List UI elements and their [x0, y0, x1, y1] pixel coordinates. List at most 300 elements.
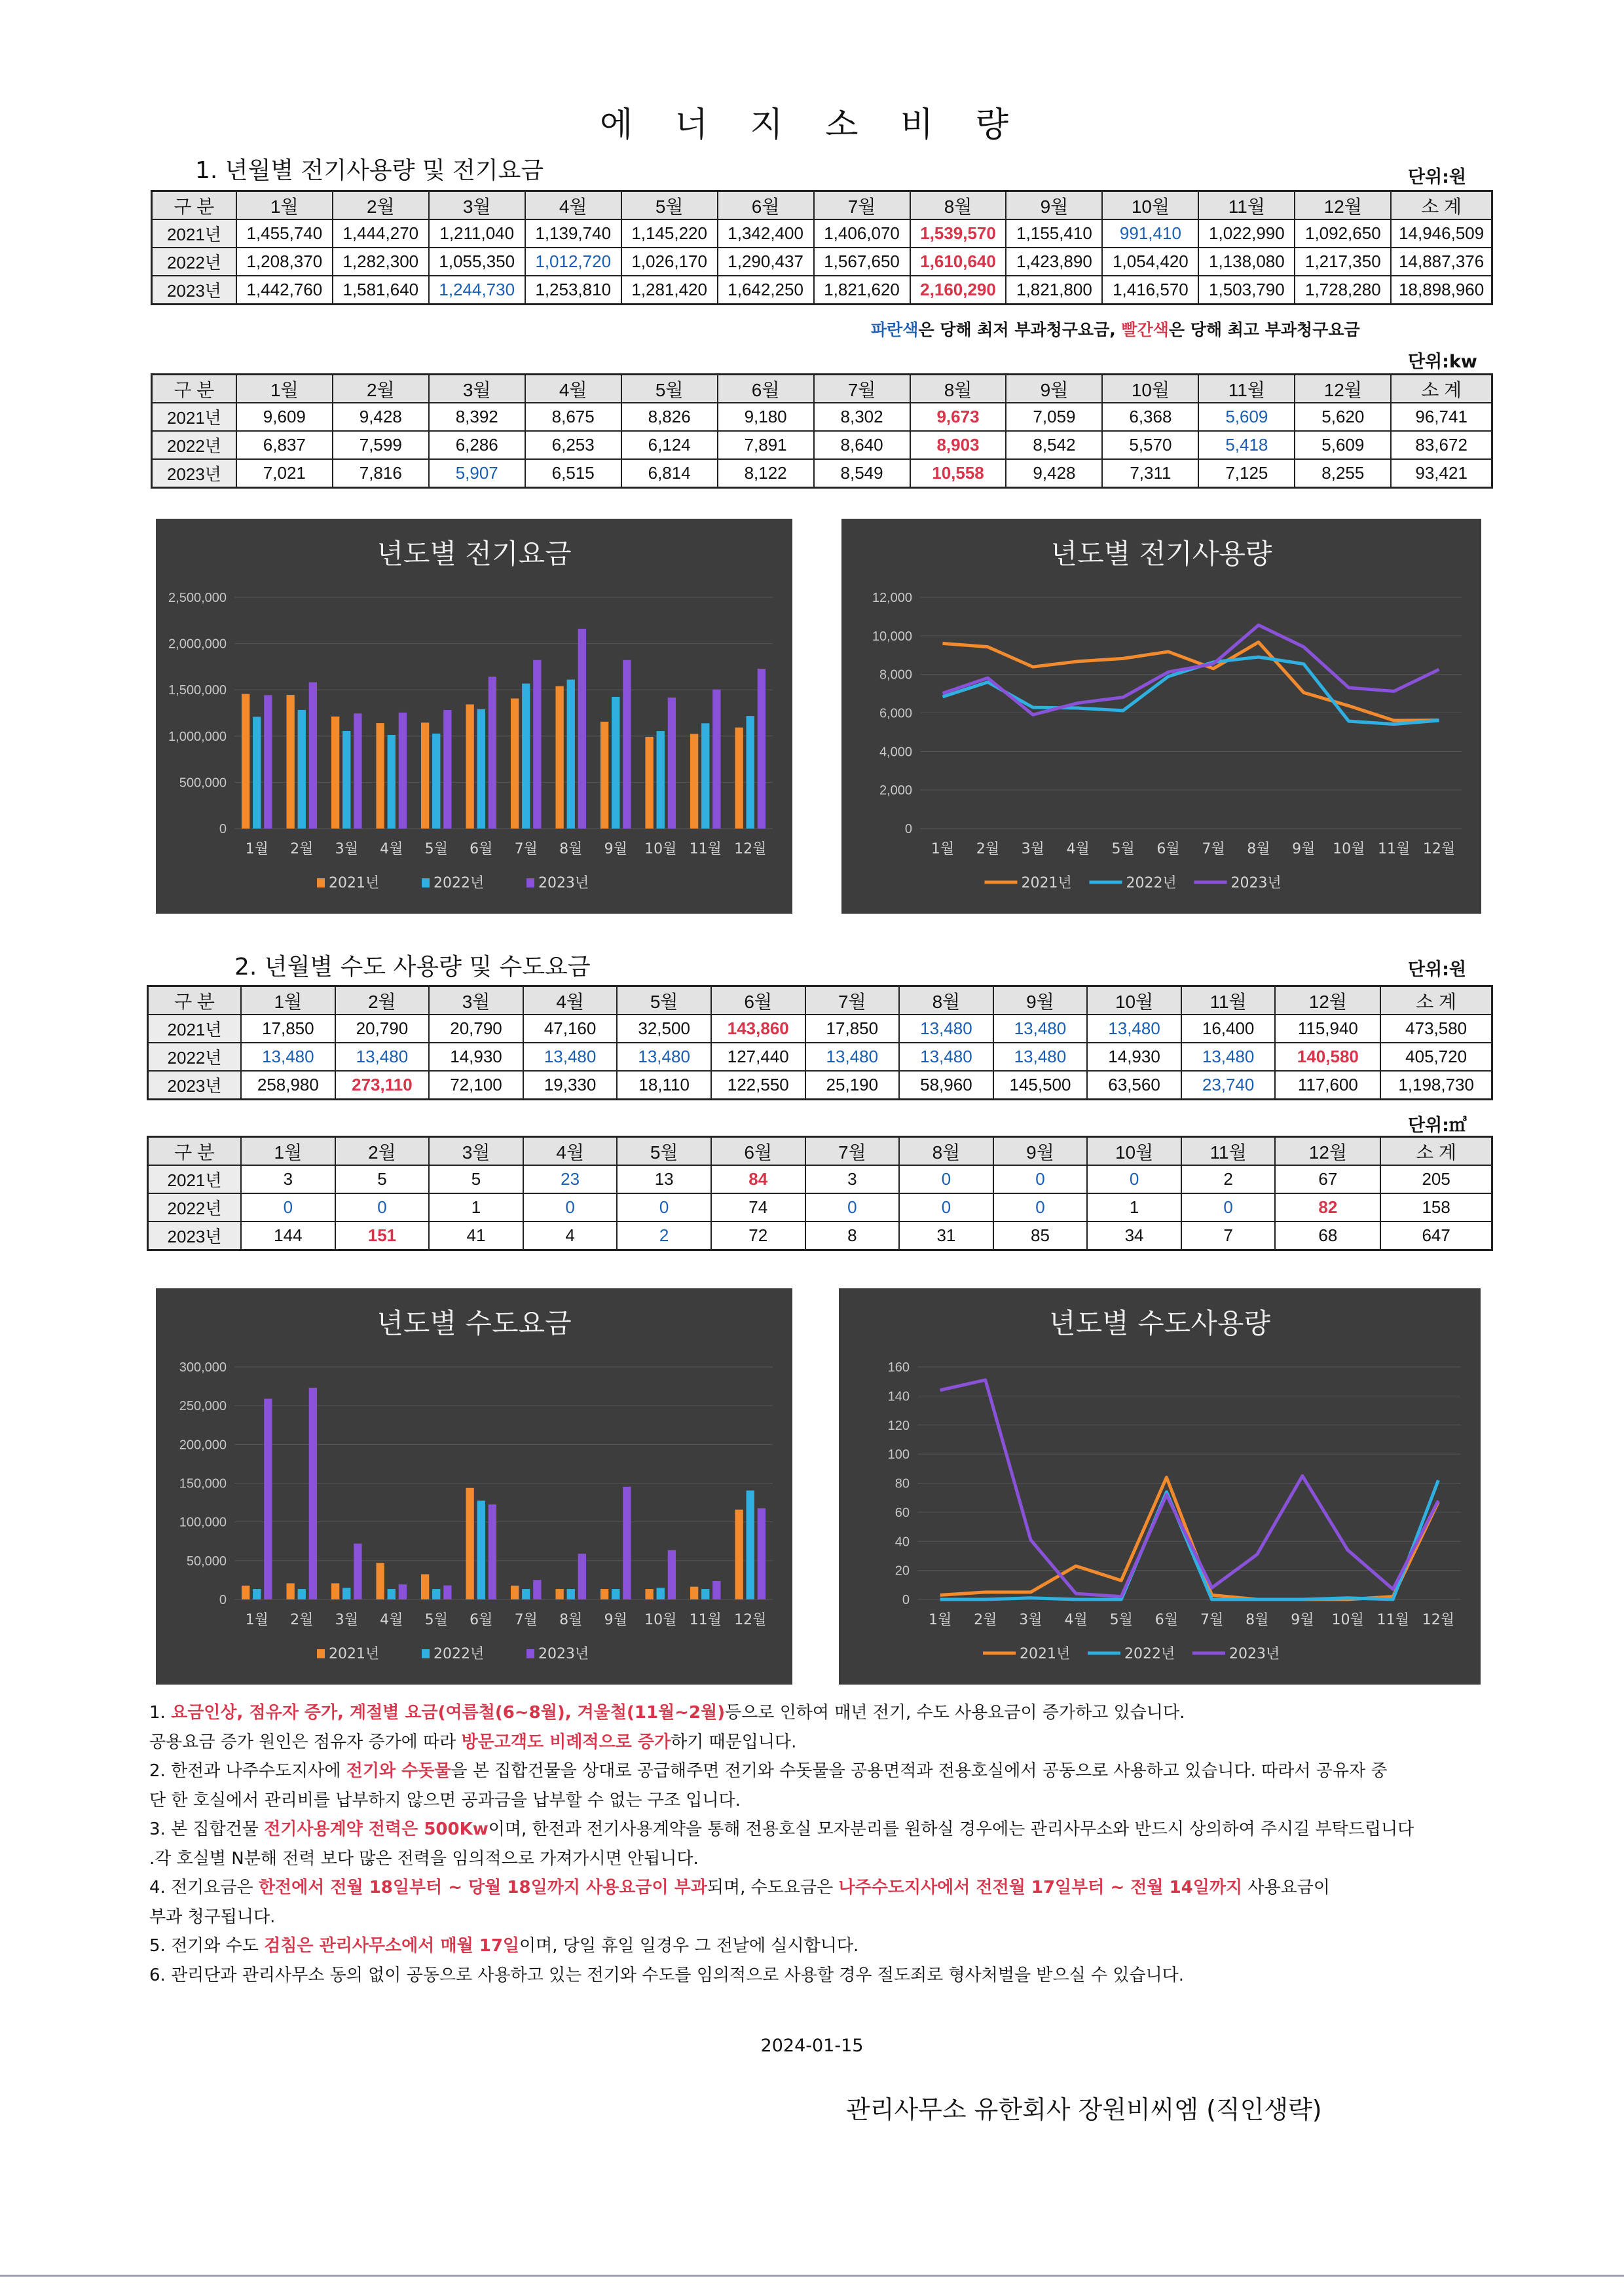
- bar-2023년-12월: [758, 669, 766, 829]
- x-tick-label: 1월: [245, 841, 268, 857]
- bar-2021년-1월: [242, 694, 249, 829]
- value-cell: 13,480: [1181, 1043, 1276, 1071]
- value-cell: 7: [1181, 1222, 1276, 1250]
- bar-2021년-7월: [511, 698, 519, 829]
- value-cell: 1,821,800: [1006, 276, 1102, 305]
- scan-edge-line: [0, 2275, 1624, 2277]
- x-tick-label: 12월: [1422, 1612, 1455, 1628]
- total-cell: 205: [1380, 1165, 1492, 1193]
- header-cell: 5월: [621, 191, 718, 220]
- y-tick-label: 200,000: [179, 1438, 227, 1453]
- section1-heading: 1. 년월별 전기사용량 및 전기요금: [195, 157, 544, 184]
- x-tick-label: 8월: [559, 841, 583, 857]
- page-title: 에 너 지 소 비 량: [599, 105, 1025, 145]
- bar-2021년-9월: [600, 722, 608, 829]
- bar-2021년-5월: [421, 1575, 429, 1599]
- note-4: 4. 전기요금은 한전에서 전월 18일부터 ~ 당월 18일까지 사용요금이 부과되며, 수도요금은 나주수도지사에서 전전월 17일부터 ~ 전월 14일까지 사용요금이: [149, 1878, 1330, 1897]
- value-cell: 85: [993, 1222, 1088, 1250]
- header-cell: 4월: [525, 191, 621, 220]
- value-cell: 8,302: [814, 403, 910, 431]
- value-cell: 7,125: [1198, 459, 1295, 488]
- legend-label: 2021년: [1021, 875, 1072, 891]
- header-cell: 6월: [718, 191, 814, 220]
- note-6: 6. 관리단과 관리사무소 동의 없이 공동으로 사용하고 있는 전기와 수도를 임의적으로 사용할 경우 절도죄로 형사처벌을 받으실 수 있습니다.: [149, 1965, 1185, 1985]
- value-cell: 20,790: [335, 1015, 430, 1043]
- x-tick-label: 7월: [514, 1612, 538, 1628]
- row-label: 2022년: [152, 431, 236, 459]
- header-cell: 9월: [993, 986, 1088, 1015]
- value-cell: 1,423,890: [1006, 248, 1102, 276]
- bar-2022년-4월: [388, 1589, 396, 1599]
- legend-note-blue: 파란색: [871, 320, 919, 339]
- chart-svg: [841, 519, 1481, 914]
- value-cell: 1,406,070: [814, 219, 910, 248]
- note-1: 1. 요금인상, 점유자 증가, 계절별 요금(여름철(6~8월), 겨울철(11월~2월)등으로 인하여 매년 전기, 수도 사용요금이 증가하고 있습니다.: [149, 1703, 1185, 1723]
- value-cell: 9,428: [333, 403, 429, 431]
- bar-2022년-9월: [612, 1589, 619, 1599]
- value-cell: 5,609: [1198, 403, 1295, 431]
- note-2: 2. 한전과 나주수도지사에 전기와 수돗물을 본 집합건물을 상대로 공급해주면 전기와 수돗물을 공용면적과 전용호실에서 공동으로 사용하고 있습니다. 따라서 공유자 중: [149, 1761, 1388, 1781]
- value-cell: 4: [523, 1222, 618, 1250]
- bar-2022년-1월: [253, 1589, 261, 1599]
- legend-swatch: [526, 1649, 534, 1658]
- value-cell: 140,580: [1275, 1043, 1380, 1071]
- value-cell: 82: [1275, 1193, 1380, 1222]
- value-cell: 1,244,730: [429, 276, 525, 305]
- header-cell: 2월: [333, 191, 429, 220]
- total-cell: 473,580: [1380, 1015, 1492, 1043]
- row-label: 2023년: [152, 459, 236, 488]
- value-cell: 5,907: [429, 459, 525, 488]
- note-1b: 공용요금 증가 원인은 점유자 증가에 따라 방문고객도 비례적으로 증가하기 때문입니다.: [149, 1732, 797, 1752]
- value-cell: 13,480: [899, 1015, 993, 1043]
- value-cell: 1,342,400: [718, 219, 814, 248]
- header-cell: 3월: [429, 375, 525, 403]
- bar-2021년-8월: [555, 1589, 563, 1599]
- value-cell: 13,480: [523, 1043, 618, 1071]
- signature: 관리사무소 유한회사 장원비씨엠 (직인생략): [846, 2095, 1322, 2124]
- bar-2021년-3월: [331, 1583, 339, 1599]
- chart-title: 년도별 전기요금: [377, 538, 572, 570]
- row-label: 2022년: [152, 248, 236, 276]
- value-cell: 6,837: [236, 431, 333, 459]
- value-cell: 9,673: [910, 403, 1006, 431]
- value-cell: 258,980: [241, 1071, 335, 1100]
- value-cell: 9,609: [236, 403, 333, 431]
- header-cell: 8월: [899, 986, 993, 1015]
- section2-heading: 2. 년월별 수도 사용량 및 수도요금: [234, 954, 591, 980]
- value-cell: 19,330: [523, 1071, 618, 1100]
- bar-2022년-9월: [612, 697, 619, 829]
- value-cell: 1,281,420: [621, 276, 718, 305]
- bar-2022년-5월: [432, 734, 440, 829]
- bar-2021년-3월: [331, 717, 339, 829]
- legend-label: 2022년: [1124, 1646, 1175, 1662]
- header-cell: 7월: [814, 375, 910, 403]
- chart-svg: [839, 1288, 1481, 1685]
- electricity-usage-table: [151, 373, 1493, 489]
- y-tick-label: 100,000: [179, 1515, 227, 1530]
- x-tick-label: 10월: [644, 1612, 677, 1628]
- x-tick-label: 3월: [335, 841, 358, 857]
- value-cell: 1,581,640: [333, 276, 429, 305]
- header-cell: 소 계: [1391, 191, 1492, 220]
- value-cell: 1,211,040: [429, 219, 525, 248]
- value-cell: 2: [617, 1222, 711, 1250]
- value-cell: 1,092,650: [1295, 219, 1391, 248]
- document-date: 2024-01-15: [760, 2036, 864, 2056]
- chart-svg: [156, 519, 792, 914]
- value-cell: 1,282,300: [333, 248, 429, 276]
- header-cell: 12월: [1275, 986, 1380, 1015]
- value-cell: 0: [899, 1193, 993, 1222]
- legend-note-end: 은 당해 최고 부과청구요금: [1168, 320, 1360, 339]
- y-tick-label: 4,000: [879, 745, 912, 760]
- header-cell: 9월: [1006, 191, 1102, 220]
- value-cell: 9,428: [1006, 459, 1102, 488]
- header-cell: 4월: [525, 375, 621, 403]
- value-cell: 8,122: [718, 459, 814, 488]
- total-cell: 14,946,509: [1391, 219, 1492, 248]
- header-cell: 12월: [1275, 1137, 1380, 1166]
- value-cell: 23: [523, 1165, 618, 1193]
- legend-label: 2021년: [329, 1646, 380, 1662]
- bar-2022년-8월: [567, 680, 575, 829]
- bar-2023년-10월: [668, 1550, 676, 1599]
- row-label: 2021년: [148, 1015, 242, 1043]
- bar-2022년-12월: [747, 716, 754, 829]
- x-tick-label: 11월: [689, 841, 722, 857]
- value-cell: 1,567,650: [814, 248, 910, 276]
- legend-swatch: [317, 1649, 325, 1658]
- header-cell: 소 계: [1380, 1137, 1492, 1166]
- total-cell: 405,720: [1380, 1043, 1492, 1071]
- row-label: 2023년: [148, 1222, 242, 1250]
- header-cell: 5월: [621, 375, 718, 403]
- bar-2022년-11월: [701, 1589, 709, 1599]
- x-tick-label: 5월: [424, 841, 448, 857]
- value-cell: 74: [711, 1193, 805, 1222]
- row-label: 2021년: [148, 1165, 242, 1193]
- x-tick-label: 3월: [1019, 1612, 1043, 1628]
- y-tick-label: 0: [904, 822, 912, 836]
- x-tick-label: 7월: [514, 841, 538, 857]
- bar-2022년-6월: [477, 1501, 485, 1599]
- note-3b: .각 호실별 N분해 전력 보다 많은 전력을 임의적으로 가져가시면 안됩니다.: [149, 1848, 699, 1869]
- bar-2023년-6월: [489, 677, 496, 829]
- bar-2021년-10월: [645, 737, 653, 829]
- x-tick-label: 8월: [1246, 1612, 1269, 1628]
- value-cell: 115,940: [1275, 1015, 1380, 1043]
- bar-2023년-5월: [443, 1586, 451, 1599]
- bar-2023년-3월: [354, 1544, 361, 1599]
- bar-2023년-11월: [712, 1581, 720, 1599]
- bar-2022년-1월: [253, 717, 261, 829]
- header-cell: 10월: [1102, 191, 1198, 220]
- x-tick-label: 2월: [290, 1612, 314, 1628]
- header-cell: 10월: [1087, 1137, 1181, 1166]
- value-cell: 1,444,270: [333, 219, 429, 248]
- water-usage-chart: [839, 1288, 1481, 1685]
- x-tick-label: 7월: [1202, 841, 1225, 857]
- bar-2023년-8월: [578, 629, 586, 829]
- value-cell: 1,728,280: [1295, 276, 1391, 305]
- y-tick-label: 60: [895, 1505, 910, 1520]
- x-tick-label: 3월: [1021, 841, 1044, 857]
- value-cell: 13,480: [993, 1043, 1088, 1071]
- value-cell: 0: [899, 1165, 993, 1193]
- value-cell: 13,480: [805, 1043, 900, 1071]
- bar-2021년-11월: [690, 1587, 698, 1599]
- x-tick-label: 9월: [1291, 1612, 1314, 1628]
- bar-2021년-6월: [466, 1488, 473, 1599]
- row-label: 2021년: [152, 403, 236, 431]
- x-tick-label: 4월: [1064, 1612, 1088, 1628]
- value-cell: 273,110: [335, 1071, 430, 1100]
- value-cell: 2: [1181, 1165, 1276, 1193]
- x-tick-label: 3월: [335, 1612, 358, 1628]
- table-row: [148, 1193, 1492, 1222]
- water-fee-table: [147, 985, 1493, 1100]
- legend-label: 2022년: [434, 875, 485, 891]
- x-tick-label: 5월: [1111, 841, 1135, 857]
- bar-2021년-10월: [645, 1589, 653, 1599]
- header-cell: 9월: [1006, 375, 1102, 403]
- header-cell: 3월: [429, 1137, 523, 1166]
- x-tick-label: 2월: [976, 841, 999, 857]
- value-cell: 25,190: [805, 1071, 900, 1100]
- value-cell: 1,054,420: [1102, 248, 1198, 276]
- value-cell: 16,400: [1181, 1015, 1276, 1043]
- value-cell: 5,609: [1295, 431, 1391, 459]
- y-tick-label: 50,000: [186, 1554, 227, 1569]
- value-cell: 6,286: [429, 431, 525, 459]
- bar-2022년-7월: [522, 1589, 530, 1599]
- note-5: 5. 전기와 수도 검침은 관리사무소에서 매월 17일이며, 당일 휴일 일경우 그 전날에 실시합니다.: [149, 1936, 859, 1956]
- header-cell: 2월: [335, 1137, 430, 1166]
- value-cell: 6,124: [621, 431, 718, 459]
- total-cell: 93,421: [1391, 459, 1492, 488]
- legend-label: 2023년: [1230, 875, 1282, 891]
- header-cell: 4월: [523, 986, 618, 1015]
- water-usage-table: [147, 1136, 1493, 1251]
- bar-2023년-8월: [578, 1554, 586, 1599]
- total-cell: 647: [1380, 1222, 1492, 1250]
- value-cell: 2,160,290: [910, 276, 1006, 305]
- value-cell: 1,012,720: [525, 248, 621, 276]
- y-tick-label: 300,000: [179, 1360, 227, 1375]
- legend-note-red: 빨간색: [1121, 320, 1169, 339]
- x-tick-label: 10월: [1331, 1612, 1364, 1628]
- value-cell: 127,440: [711, 1043, 805, 1071]
- header-cell: 11월: [1181, 986, 1276, 1015]
- table-row: [152, 431, 1492, 459]
- value-cell: 7,021: [236, 459, 333, 488]
- bar-2023년-7월: [533, 1580, 541, 1599]
- value-cell: 6,814: [621, 459, 718, 488]
- bar-2023년-2월: [309, 682, 317, 829]
- value-cell: 0: [993, 1165, 1088, 1193]
- value-cell: 9,180: [718, 403, 814, 431]
- x-tick-label: 6월: [1154, 1612, 1179, 1628]
- x-tick-label: 2월: [290, 841, 314, 857]
- y-tick-label: 1,000,000: [168, 729, 227, 744]
- total-cell: 18,898,960: [1391, 276, 1492, 305]
- table-row: [148, 1015, 1492, 1043]
- header-cell: 6월: [718, 375, 814, 403]
- value-cell: 1,642,250: [718, 276, 814, 305]
- value-cell: 31: [899, 1222, 993, 1250]
- table-row: [148, 1043, 1492, 1071]
- value-cell: 7,059: [1006, 403, 1102, 431]
- header-cell: 소 계: [1380, 986, 1492, 1015]
- value-cell: 1,442,760: [236, 276, 333, 305]
- chart-title: 년도별 수도요금: [377, 1307, 572, 1339]
- y-tick-label: 40: [895, 1535, 910, 1550]
- value-cell: 13,480: [241, 1043, 335, 1071]
- x-tick-label: 12월: [734, 1612, 767, 1628]
- y-tick-label: 0: [902, 1593, 910, 1607]
- bar-2022년-3월: [342, 731, 350, 829]
- y-tick-label: 12,000: [872, 591, 912, 605]
- x-tick-label: 9월: [1292, 841, 1316, 857]
- value-cell: 32,500: [617, 1015, 711, 1043]
- x-tick-label: 11월: [1376, 1612, 1409, 1628]
- header-cell: 7월: [814, 191, 910, 220]
- header-cell: 5월: [617, 1137, 711, 1166]
- value-cell: 20,790: [429, 1015, 523, 1043]
- bar-2023년-10월: [668, 698, 676, 829]
- value-cell: 1,455,740: [236, 219, 333, 248]
- value-cell: 10,558: [910, 459, 1006, 488]
- value-cell: 0: [1181, 1193, 1276, 1222]
- value-cell: 1,026,170: [621, 248, 718, 276]
- y-tick-label: 2,000: [879, 783, 912, 798]
- header-cell: 3월: [429, 986, 523, 1015]
- legend-label: 2023년: [538, 875, 589, 891]
- x-tick-label: 2월: [974, 1612, 997, 1628]
- row-label: 2023년: [152, 276, 236, 305]
- value-cell: 8,826: [621, 403, 718, 431]
- value-cell: 6,368: [1102, 403, 1198, 431]
- y-tick-label: 500,000: [179, 775, 227, 791]
- table-row: [152, 459, 1492, 488]
- header-cell: 11월: [1198, 191, 1295, 220]
- value-cell: 3: [241, 1165, 335, 1193]
- value-cell: 7,816: [333, 459, 429, 488]
- header-cell: 10월: [1087, 986, 1181, 1015]
- header-cell: 8월: [899, 1137, 993, 1166]
- value-cell: 5: [429, 1165, 523, 1193]
- x-tick-label: 1월: [928, 1612, 952, 1628]
- value-cell: 17,850: [805, 1015, 900, 1043]
- y-tick-label: 160: [887, 1360, 910, 1375]
- bar-2023년-6월: [489, 1504, 496, 1599]
- bar-2022년-11월: [701, 723, 709, 829]
- header-cell: 3월: [429, 191, 525, 220]
- value-cell: 122,550: [711, 1071, 805, 1100]
- value-cell: 151: [335, 1222, 430, 1250]
- table-row: [152, 276, 1492, 305]
- value-cell: 41: [429, 1222, 523, 1250]
- header-cell: 9월: [993, 1137, 1088, 1166]
- bar-2022년-3월: [342, 1588, 350, 1599]
- bar-2021년-5월: [421, 722, 429, 829]
- legend-label: 2022년: [1126, 875, 1177, 891]
- value-cell: 1,138,080: [1198, 248, 1295, 276]
- value-cell: 5: [335, 1165, 430, 1193]
- bar-2023년-1월: [264, 1399, 272, 1599]
- header-cell: 2월: [333, 375, 429, 403]
- x-tick-label: 6월: [470, 841, 493, 857]
- x-tick-label: 11월: [689, 1612, 722, 1628]
- value-cell: 1,055,350: [429, 248, 525, 276]
- y-tick-label: 250,000: [179, 1399, 227, 1414]
- value-cell: 72,100: [429, 1071, 523, 1100]
- value-cell: 5,570: [1102, 431, 1198, 459]
- bar-2022년-4월: [388, 735, 396, 829]
- bar-2022년-8월: [567, 1589, 575, 1599]
- value-cell: 5,620: [1295, 403, 1391, 431]
- value-cell: 1,208,370: [236, 248, 333, 276]
- value-cell: 8,640: [814, 431, 910, 459]
- header-cell: 7월: [805, 1137, 900, 1166]
- bar-2022년-5월: [432, 1589, 440, 1599]
- total-cell: 1,198,730: [1380, 1071, 1492, 1100]
- value-cell: 68: [1275, 1222, 1380, 1250]
- notes: [149, 1698, 1505, 1990]
- header-cell: 1월: [241, 986, 335, 1015]
- legend-note: [871, 317, 1360, 341]
- y-tick-label: 8,000: [879, 667, 912, 682]
- value-cell: 13,480: [335, 1043, 430, 1071]
- value-cell: 13,480: [1087, 1015, 1181, 1043]
- bar-2021년-4월: [376, 1563, 384, 1599]
- value-cell: 144: [241, 1222, 335, 1250]
- value-cell: 0: [993, 1193, 1088, 1222]
- note-4b: 부과 청구됩니다.: [149, 1907, 276, 1927]
- bar-2021년-7월: [511, 1586, 519, 1599]
- header-cell: 11월: [1181, 1137, 1276, 1166]
- bar-2022년-10월: [657, 1588, 665, 1599]
- x-tick-label: 8월: [1247, 841, 1270, 857]
- header-cell: 7월: [805, 986, 900, 1015]
- value-cell: 8: [805, 1222, 900, 1250]
- value-cell: 23,740: [1181, 1071, 1276, 1100]
- value-cell: 991,410: [1102, 219, 1198, 248]
- x-tick-label: 10월: [644, 841, 677, 857]
- value-cell: 1,539,570: [910, 219, 1006, 248]
- legend-label: 2022년: [434, 1646, 485, 1662]
- header-cell: 2월: [335, 986, 430, 1015]
- bar-2023년-11월: [712, 690, 720, 829]
- value-cell: 72: [711, 1222, 805, 1250]
- value-cell: 7,599: [333, 431, 429, 459]
- bar-2021년-2월: [286, 1583, 294, 1599]
- value-cell: 47,160: [523, 1015, 618, 1043]
- value-cell: 117,600: [1275, 1071, 1380, 1100]
- bar-2023년-4월: [399, 1584, 407, 1599]
- x-tick-label: 12월: [734, 841, 767, 857]
- header-cell: 1월: [236, 375, 333, 403]
- y-tick-label: 20: [895, 1563, 910, 1578]
- bar-2023년-1월: [264, 695, 272, 829]
- value-cell: 145,500: [993, 1071, 1088, 1100]
- value-cell: 67: [1275, 1165, 1380, 1193]
- bar-2023년-7월: [533, 660, 541, 829]
- header-cell: 5월: [617, 986, 711, 1015]
- header-cell: 6월: [711, 986, 805, 1015]
